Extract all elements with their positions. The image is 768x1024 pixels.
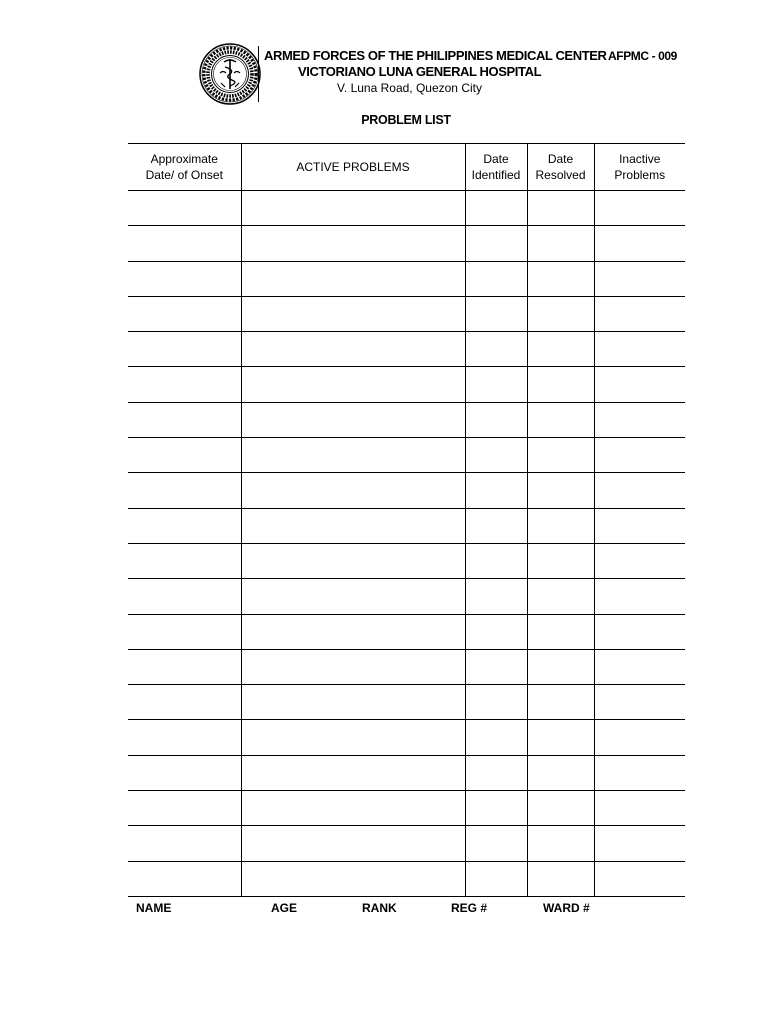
onset-cell[interactable] [128, 438, 241, 473]
active-problem-cell[interactable] [241, 261, 465, 296]
table-row [128, 226, 685, 261]
column-header-inactive-problems-line2: Problems [614, 168, 666, 182]
table-row [128, 826, 685, 861]
active-problem-cell[interactable] [241, 367, 465, 402]
table-row [128, 473, 685, 508]
inactive-problem-cell[interactable] [594, 367, 685, 402]
date-identified-cell[interactable] [465, 861, 527, 896]
column-header-date-resolved-line2: Resolved [535, 168, 586, 182]
onset-cell[interactable] [128, 649, 241, 684]
inactive-problem-cell[interactable] [594, 296, 685, 331]
onset-cell[interactable] [128, 367, 241, 402]
date-identified-cell[interactable] [465, 685, 527, 720]
onset-cell[interactable] [128, 826, 241, 861]
date-resolved-cell[interactable] [527, 579, 594, 614]
table-row [128, 579, 685, 614]
date-identified-cell[interactable] [465, 649, 527, 684]
table-row [128, 755, 685, 790]
date-resolved-cell[interactable] [527, 473, 594, 508]
table-row [128, 296, 685, 331]
column-header-onset [128, 144, 241, 191]
patient-info-footer [0, 901, 768, 917]
onset-cell[interactable] [128, 685, 241, 720]
date-resolved-cell[interactable] [527, 649, 594, 684]
date-identified-cell[interactable] [465, 791, 527, 826]
inactive-problem-cell[interactable] [594, 226, 685, 261]
institution-name: ARMED FORCES OF THE PHILIPPINES MEDICAL CENTER [264, 48, 607, 63]
footer-name-label: NAME [136, 901, 172, 915]
column-header-date-resolved-line1: Date [547, 152, 574, 166]
date-identified-cell[interactable] [465, 226, 527, 261]
active-problem-cell[interactable] [241, 402, 465, 437]
date-identified-cell[interactable] [465, 543, 527, 578]
onset-cell[interactable] [128, 473, 241, 508]
active-problem-cell[interactable] [241, 720, 465, 755]
hospital-address: V. Luna Road, Quezon City [337, 81, 482, 95]
onset-cell[interactable] [128, 579, 241, 614]
onset-cell[interactable] [128, 191, 241, 226]
date-resolved-cell[interactable] [527, 720, 594, 755]
header-divider [258, 46, 259, 102]
table-row [128, 614, 685, 649]
column-header-date-identified-line2: Identified [471, 168, 521, 182]
inactive-problem-cell[interactable] [594, 755, 685, 790]
column-header-onset-line1: Approximate [150, 152, 218, 166]
onset-cell[interactable] [128, 755, 241, 790]
date-resolved-cell[interactable] [527, 755, 594, 790]
inactive-problem-cell[interactable] [594, 720, 685, 755]
date-resolved-cell[interactable] [527, 402, 594, 437]
onset-cell[interactable] [128, 543, 241, 578]
date-identified-cell[interactable] [465, 720, 527, 755]
footer-rank-label: RANK [362, 901, 397, 915]
onset-cell[interactable] [128, 861, 241, 896]
column-header-inactive-problems [594, 144, 685, 191]
problem-list-table [128, 143, 685, 897]
table-row [128, 685, 685, 720]
active-problem-cell[interactable] [241, 614, 465, 649]
active-problem-cell[interactable] [241, 579, 465, 614]
date-identified-cell[interactable] [465, 191, 527, 226]
active-problem-cell[interactable] [241, 226, 465, 261]
hospital-name: VICTORIANO LUNA GENERAL HOSPITAL [298, 64, 542, 79]
onset-cell[interactable] [128, 791, 241, 826]
date-resolved-cell[interactable] [527, 226, 594, 261]
date-resolved-cell[interactable] [527, 191, 594, 226]
active-problem-cell[interactable] [241, 438, 465, 473]
footer-age-label: AGE [271, 901, 298, 915]
onset-cell[interactable] [128, 261, 241, 296]
column-header-date-identified [465, 144, 527, 191]
table-body [128, 191, 685, 897]
onset-cell[interactable] [128, 508, 241, 543]
date-identified-cell[interactable] [465, 296, 527, 331]
active-problem-cell[interactable] [241, 296, 465, 331]
date-identified-cell[interactable] [465, 755, 527, 790]
inactive-problem-cell[interactable] [594, 332, 685, 367]
form-number: AFPMC - 009 [608, 49, 677, 63]
date-resolved-cell[interactable] [527, 791, 594, 826]
date-identified-cell[interactable] [465, 473, 527, 508]
date-resolved-cell[interactable] [527, 614, 594, 649]
date-resolved-cell[interactable] [527, 367, 594, 402]
date-resolved-cell[interactable] [527, 261, 594, 296]
inactive-problem-cell[interactable] [594, 402, 685, 437]
table-row [128, 720, 685, 755]
date-resolved-cell[interactable] [527, 685, 594, 720]
column-header-date-resolved [527, 144, 594, 191]
table-row [128, 508, 685, 543]
inactive-problem-cell[interactable] [594, 191, 685, 226]
date-resolved-cell[interactable] [527, 543, 594, 578]
inactive-problem-cell[interactable] [594, 473, 685, 508]
form-title: PROBLEM LIST [361, 113, 451, 127]
active-problem-cell[interactable] [241, 649, 465, 684]
active-problem-cell[interactable] [241, 332, 465, 367]
table-row [128, 402, 685, 437]
inactive-problem-cell[interactable] [594, 579, 685, 614]
inactive-problem-cell[interactable] [594, 861, 685, 896]
table-row [128, 649, 685, 684]
onset-cell[interactable] [128, 720, 241, 755]
column-header-date-identified-line1: Date [483, 152, 509, 166]
column-header-onset-line2: Date/ of Onset [145, 168, 223, 182]
onset-cell[interactable] [128, 332, 241, 367]
onset-cell[interactable] [128, 296, 241, 331]
date-resolved-cell[interactable] [527, 438, 594, 473]
active-problem-cell[interactable] [241, 685, 465, 720]
table-row [128, 261, 685, 296]
inactive-problem-cell[interactable] [594, 791, 685, 826]
date-resolved-cell[interactable] [527, 508, 594, 543]
table-row [128, 438, 685, 473]
date-identified-cell[interactable] [465, 614, 527, 649]
date-identified-cell[interactable] [465, 332, 527, 367]
date-identified-cell[interactable] [465, 367, 527, 402]
table-row [128, 543, 685, 578]
onset-cell[interactable] [128, 226, 241, 261]
table-row [128, 332, 685, 367]
active-problem-cell[interactable] [241, 473, 465, 508]
inactive-problem-cell[interactable] [594, 543, 685, 578]
inactive-problem-cell[interactable] [594, 826, 685, 861]
date-identified-cell[interactable] [465, 261, 527, 296]
afpmc-seal-icon [199, 43, 261, 105]
table-row [128, 861, 685, 896]
active-problem-cell[interactable] [241, 508, 465, 543]
inactive-problem-cell[interactable] [594, 261, 685, 296]
onset-cell[interactable] [128, 402, 241, 437]
date-identified-cell[interactable] [465, 579, 527, 614]
table-row [128, 367, 685, 402]
active-problem-cell[interactable] [241, 755, 465, 790]
date-resolved-cell[interactable] [527, 332, 594, 367]
date-resolved-cell[interactable] [527, 861, 594, 896]
active-problem-cell[interactable] [241, 191, 465, 226]
date-resolved-cell[interactable] [527, 826, 594, 861]
footer-reg-label: REG # [451, 901, 488, 915]
inactive-problem-cell[interactable] [594, 438, 685, 473]
date-identified-cell[interactable] [465, 438, 527, 473]
table-header-row [128, 144, 685, 191]
date-identified-cell[interactable] [465, 826, 527, 861]
table-row [128, 191, 685, 226]
table-row [128, 791, 685, 826]
active-problem-cell[interactable] [241, 791, 465, 826]
inactive-problem-cell[interactable] [594, 614, 685, 649]
inactive-problem-cell[interactable] [594, 508, 685, 543]
column-header-active-problems-label: ACTIVE PROBLEMS [296, 160, 410, 174]
active-problem-cell[interactable] [241, 861, 465, 896]
active-problem-cell[interactable] [241, 543, 465, 578]
inactive-problem-cell[interactable] [594, 685, 685, 720]
active-problem-cell[interactable] [241, 826, 465, 861]
column-header-active-problems [241, 144, 465, 191]
date-identified-cell[interactable] [465, 402, 527, 437]
column-header-inactive-problems-line1: Inactive [619, 152, 661, 166]
inactive-problem-cell[interactable] [594, 649, 685, 684]
onset-cell[interactable] [128, 614, 241, 649]
date-resolved-cell[interactable] [527, 296, 594, 331]
footer-ward-label: WARD # [543, 901, 590, 915]
date-identified-cell[interactable] [465, 508, 527, 543]
